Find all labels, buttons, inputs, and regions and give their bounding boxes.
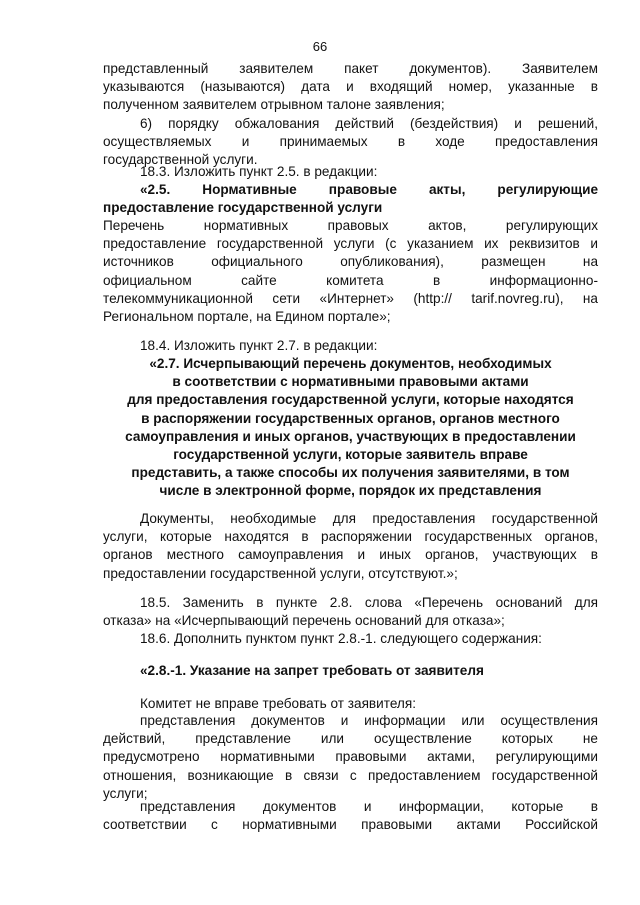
amendment-18-6: 18.6. Дополнить пунктом пункт 2.8.-1. следующего содержания:: [140, 631, 542, 646]
amendment-18-3: 18.3. Изложить пункт 2.5. в редакции:: [140, 164, 378, 179]
paragraph-documents: Документы, необходимые для предоставления государственной услуги, которые находятся в распоряжении государственных органов, органов местного самоуправления и иных органов, участвующих в предоставлении государственной услуги, отсутствуют.»;: [103, 511, 598, 581]
amendment-18-5: 18.5. Заменить в пункте 2.8. слова «Перечень оснований для отказа» на «Исчерпывающий перечень оснований для отказа»;: [103, 595, 598, 629]
amendment-18-4: 18.4. Изложить пункт 2.7. в редакции:: [140, 338, 378, 353]
section-heading-2-7: «2.7. Исчерпывающий перечень документов, необходимых в соответствии с нормативными правовыми актами для предоставления государственной услуги, которые находятся в распоряжении государственных органов, органов местного самоуправления и иных органов, участвующих в предоставлении государственной услуги, которые заявитель вправе представить, а также способы их получения заявителями, в том числе в электронной форме, порядок их представления: [125, 356, 576, 499]
paragraph-appeal-procedure: 6) порядку обжалования действий (бездействия) и решений, осуществляемых и принимаемых в ходе предоставления государственной услуги.: [103, 116, 598, 168]
paragraph-committee-intro: Комитет не вправе требовать от заявителя:: [140, 696, 416, 711]
paragraph-prohibition-1: представления документов и информации или осуществления действий, представление или осуществление которых не предусмотрено нормативными правовыми актами, регулирующими отношения, возникающие в связи с предоставлением государственной услуги;: [103, 713, 598, 801]
page-number: 66: [312, 39, 328, 54]
paragraph-prohibition-2: представления документов и информации, которые в соответствии с нормативными правовыми актами Российской: [103, 799, 598, 833]
section-heading-2-5: «2.5. Нормативные правовые акты, регулирующие предоставление государственной услуги: [103, 182, 598, 216]
paragraph-continuation: представленный заявителем пакет документов). Заявителем указываются (называются) дата и входящий номер, указанные в полученном заявителем отрывном талоне заявления;: [103, 61, 598, 113]
section-heading-2-8-1: «2.8.-1. Указание на запрет требовать от заявителя: [140, 663, 484, 678]
paragraph-legal-acts: Перечень нормативных правовых актов, регулирующих предоставление государственной услуги (с указанием их реквизитов и источников официального опубликования), размещен на официальном сайте комитета в информационно- телекоммуникационной сети «Интернет» (http:// tarif.novreg.ru), на Региональном портале, на Едином портале»;: [103, 218, 598, 325]
